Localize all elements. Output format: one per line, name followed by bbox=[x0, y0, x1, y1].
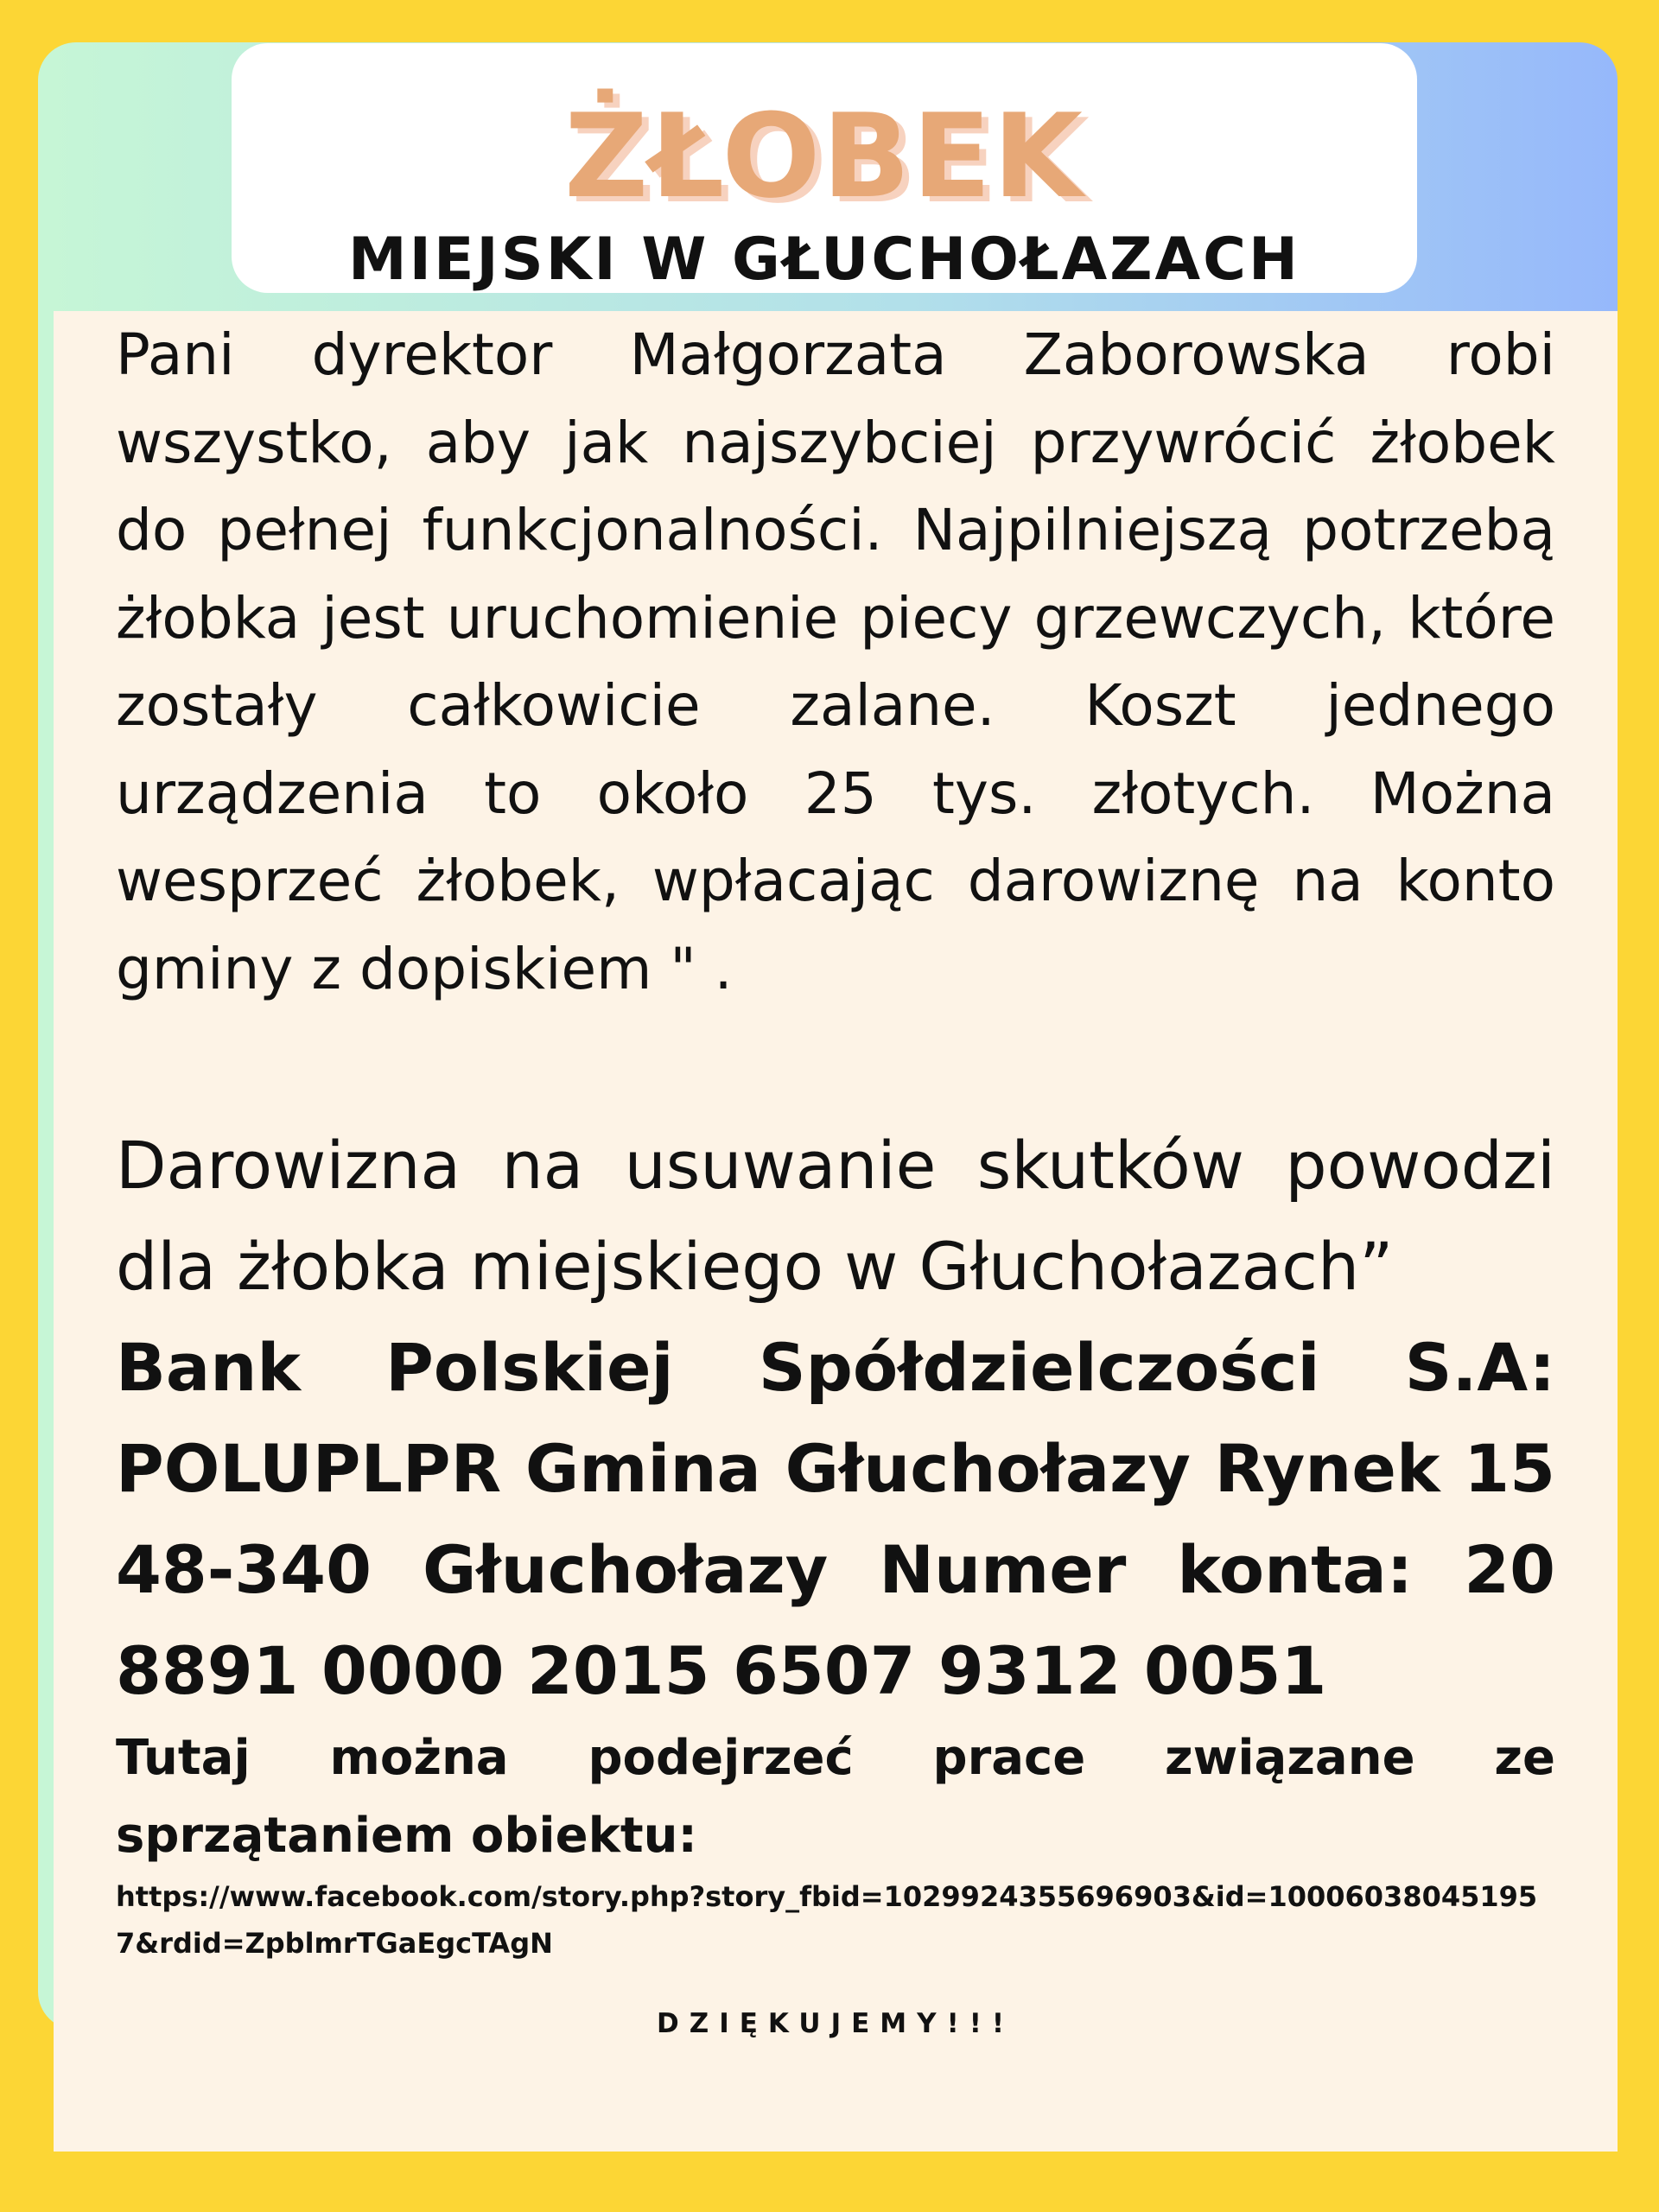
bank-details: Bank Polskiej Spółdzielczości S.A: POLUPLPR Gmina Głuchołazy Rynek 15 48-340 Głuchołazy Numer konta: 20 8891 0000 2015 6507 9312 0051 bbox=[116, 1329, 1555, 1709]
page-subtitle: MIEJSKI W GŁUCHOŁAZACH bbox=[348, 226, 1300, 294]
facebook-link[interactable]: https://www.facebook.com/story.php?story_fbid=1029924355696903&id=100060380451957&rdid=ZpblmrTGaEgcTAgN bbox=[116, 1880, 1538, 1960]
work-note: Tutaj można podejrzeć prace związane ze sprzątaniem obiektu: bbox=[116, 1730, 1555, 1864]
intro-paragraph: Pani dyrektor Małgorzata Zaborowska robi wszystko, aby jak najszybciej przywrócić żłobek do pełnej funkcjonalności. Najpilniejszą potrzebą żłobka jest uruchomienie piecy grzewczych, które zostały całkowicie zalane. Koszt jednego urządzenia to około 25 tys. złotych. Można wesprzeć żłobek, wpłacając darowiznę na konto gminy z dopiskiem " . bbox=[116, 321, 1555, 1002]
page-title: ŻŁOBEK bbox=[564, 89, 1084, 224]
donation-note: Darowizna na usuwanie skutków powodzi dla żłobka miejskiego w Głuchołazach” bbox=[116, 1127, 1555, 1305]
title-card bbox=[232, 43, 1417, 293]
thanks-text: DZIĘKUJEMY!!! bbox=[657, 2008, 1014, 2039]
